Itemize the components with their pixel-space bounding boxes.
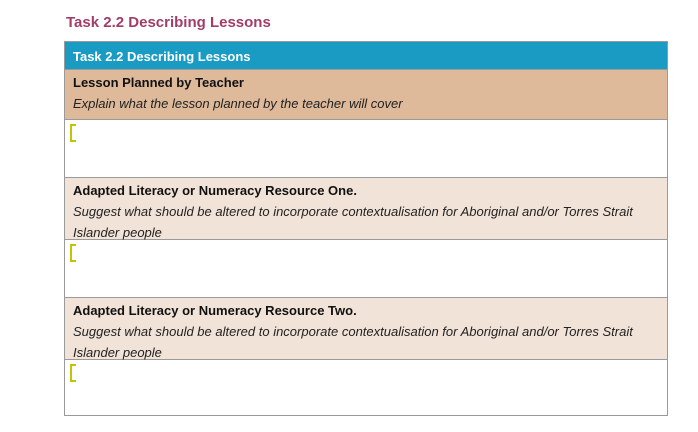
page-title: Task 2.2 Describing Lessons — [66, 14, 271, 31]
section-lesson-planned — [65, 70, 667, 120]
section-resource-one — [65, 178, 667, 240]
resource-one-answer-field[interactable] — [65, 240, 667, 298]
text-placeholder-bracket[interactable] — [70, 124, 76, 142]
section-title: Adapted Literacy or Numeracy Resource One. — [73, 183, 357, 198]
section-description: Suggest what should be altered to incorporate contextualisation for Aboriginal and/or Torres Strait Islander people — [73, 324, 633, 360]
text-placeholder-bracket[interactable] — [70, 244, 76, 262]
section-title: Lesson Planned by Teacher — [73, 75, 244, 90]
section-description: Explain what the lesson planned by the teacher will cover — [73, 96, 403, 111]
section-title: Adapted Literacy or Numeracy Resource Two. — [73, 303, 357, 318]
lesson-planned-answer-field[interactable] — [65, 120, 667, 178]
describing-lessons-table — [64, 41, 668, 416]
section-description: Suggest what should be altered to incorporate contextualisation for Aboriginal and/or Torres Strait Islander people — [73, 204, 633, 240]
table-header: Task 2.2 Describing Lessons — [65, 42, 667, 70]
text-placeholder-bracket[interactable] — [70, 364, 76, 382]
resource-two-answer-field[interactable] — [65, 360, 667, 415]
section-resource-two — [65, 298, 667, 360]
